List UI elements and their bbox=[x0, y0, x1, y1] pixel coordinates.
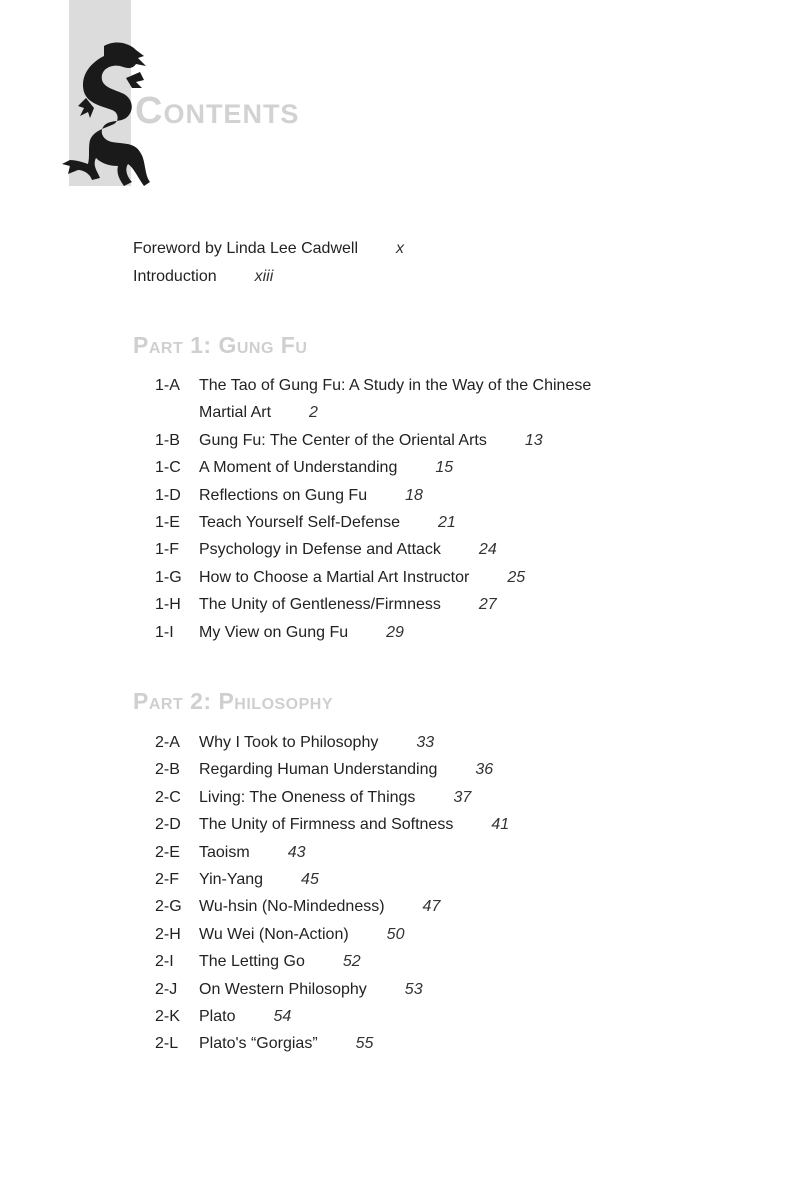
entry-page: 41 bbox=[491, 816, 510, 834]
toc-entry[interactable] bbox=[155, 893, 619, 920]
entry-page: 47 bbox=[422, 898, 441, 916]
entry-label: 2-C bbox=[155, 788, 181, 806]
page-title: Contents bbox=[135, 90, 300, 132]
entry-title: Taoism bbox=[199, 843, 250, 861]
entry-title: Teach Yourself Self-Defense bbox=[199, 514, 401, 532]
entry-title: The Unity of Firmness and Softness bbox=[199, 816, 454, 834]
entry-page: 29 bbox=[386, 623, 404, 641]
entry-title: Regarding Human Understanding bbox=[199, 761, 438, 779]
toc-entry[interactable] bbox=[155, 921, 619, 948]
entry-label: 1-I bbox=[155, 623, 174, 641]
entry-title: A Moment of Understanding bbox=[199, 459, 398, 477]
entry-page: 25 bbox=[507, 568, 526, 586]
entry-page: 33 bbox=[416, 734, 435, 751]
front-matter bbox=[133, 238, 404, 294]
part-1-entries bbox=[155, 372, 619, 646]
toc-entry[interactable] bbox=[133, 238, 404, 266]
part-heading: Part 1: Gung Fu bbox=[133, 332, 308, 358]
entry-label: 2-H bbox=[155, 925, 181, 943]
entry-title: Psychology in Defense and Attack bbox=[199, 541, 441, 559]
toc-entry[interactable] bbox=[155, 866, 619, 893]
toc-entry[interactable] bbox=[155, 536, 619, 563]
entry-title: How to Choose a Martial Art Instructor bbox=[199, 568, 470, 586]
entry-title: Gung Fu: The Center of the Oriental Arts bbox=[199, 431, 487, 449]
entry-page: 21 bbox=[438, 514, 456, 532]
entry-title: Wu Wei (Non-Action) bbox=[199, 925, 349, 943]
toc-entry[interactable] bbox=[133, 266, 404, 294]
entry-page: 36 bbox=[475, 761, 494, 779]
toc-entry[interactable] bbox=[155, 948, 619, 975]
part-2-entries bbox=[155, 729, 619, 1058]
entry-title: The Tao of Gung Fu: A Study in the Way of the Chinese bbox=[199, 377, 592, 394]
toc-entry[interactable] bbox=[155, 564, 619, 591]
entry-label: 2-G bbox=[155, 898, 182, 916]
toc-entry[interactable] bbox=[155, 1003, 619, 1030]
toc-entry[interactable] bbox=[155, 784, 619, 811]
toc-entry[interactable] bbox=[155, 756, 619, 783]
entry-label: 2-E bbox=[155, 843, 180, 861]
entry-page: 55 bbox=[355, 1035, 374, 1053]
entry-page: 15 bbox=[435, 459, 454, 477]
entry-label: 1-H bbox=[155, 596, 181, 614]
entry-label: 2-A bbox=[155, 734, 180, 751]
entry-label: 2-I bbox=[155, 953, 174, 971]
toc-entry[interactable] bbox=[155, 482, 619, 509]
entry-title: Why I Took to Philosophy bbox=[199, 734, 379, 751]
entry-title: The Letting Go bbox=[199, 953, 305, 971]
toc-entry[interactable] bbox=[155, 427, 619, 454]
toc-entry[interactable] bbox=[155, 1030, 619, 1057]
toc-entry[interactable] bbox=[155, 591, 619, 618]
entry-label: 2-D bbox=[155, 816, 181, 834]
entry-page: 18 bbox=[405, 486, 423, 504]
entry-label: 2-F bbox=[155, 871, 179, 889]
toc-entry[interactable] bbox=[155, 729, 619, 756]
entry-title-cont: Martial Art bbox=[199, 404, 272, 422]
entry-page: 45 bbox=[301, 871, 319, 889]
entry-title: Living: The Oneness of Things bbox=[199, 788, 416, 806]
toc-entry[interactable] bbox=[155, 839, 619, 866]
toc-entry[interactable] bbox=[155, 509, 619, 536]
part-heading: Part 2: Philosophy bbox=[133, 688, 334, 714]
entry-title: Plato's “Gorgias” bbox=[199, 1035, 318, 1053]
entry-label: 2-K bbox=[155, 1008, 180, 1026]
entry-title: Reflections on Gung Fu bbox=[199, 486, 368, 504]
entry-label: 1-A bbox=[155, 377, 180, 394]
toc-entry[interactable] bbox=[155, 811, 619, 838]
entry-label: 2-B bbox=[155, 761, 180, 779]
toc-entry[interactable] bbox=[155, 372, 619, 427]
entry-page: 50 bbox=[386, 925, 405, 943]
entry-title: Wu-hsin (No-Mindedness) bbox=[199, 898, 385, 916]
entry-page: 52 bbox=[342, 953, 361, 971]
entry-label: 1-B bbox=[155, 431, 180, 449]
toc-entry[interactable] bbox=[155, 454, 619, 481]
entry-page: 43 bbox=[287, 843, 306, 861]
entry-label: 2-L bbox=[155, 1035, 179, 1053]
entry-page: 27 bbox=[478, 596, 497, 614]
entry-label: 1-F bbox=[155, 541, 179, 559]
entry-label: 2-J bbox=[155, 980, 178, 998]
entry-title: The Unity of Gentleness/Firmness bbox=[199, 596, 441, 614]
entry-page: 13 bbox=[524, 431, 543, 449]
entry-page: 24 bbox=[478, 541, 497, 559]
entry-page: 2 bbox=[309, 404, 318, 422]
entry-title: Introduction bbox=[133, 268, 217, 285]
entry-title: Foreword by Linda Lee Cadwell bbox=[133, 240, 359, 257]
entry-page: 37 bbox=[453, 788, 472, 806]
entry-title: My View on Gung Fu bbox=[199, 623, 349, 641]
entry-page: 54 bbox=[273, 1008, 292, 1026]
entry-label: 1-G bbox=[155, 568, 182, 586]
entry-page: 53 bbox=[404, 980, 423, 998]
entry-label: 1-D bbox=[155, 486, 181, 504]
entry-title: On Western Philosophy bbox=[199, 980, 367, 998]
toc-entry[interactable] bbox=[155, 619, 619, 646]
entry-label: 1-C bbox=[155, 459, 181, 477]
entry-page: x bbox=[396, 240, 405, 257]
entry-title: Yin-Yang bbox=[199, 871, 264, 889]
entry-title: Plato bbox=[199, 1008, 236, 1026]
entry-label: 1-E bbox=[155, 514, 180, 532]
toc-entry[interactable] bbox=[155, 976, 619, 1003]
entry-page: xiii bbox=[254, 268, 274, 285]
